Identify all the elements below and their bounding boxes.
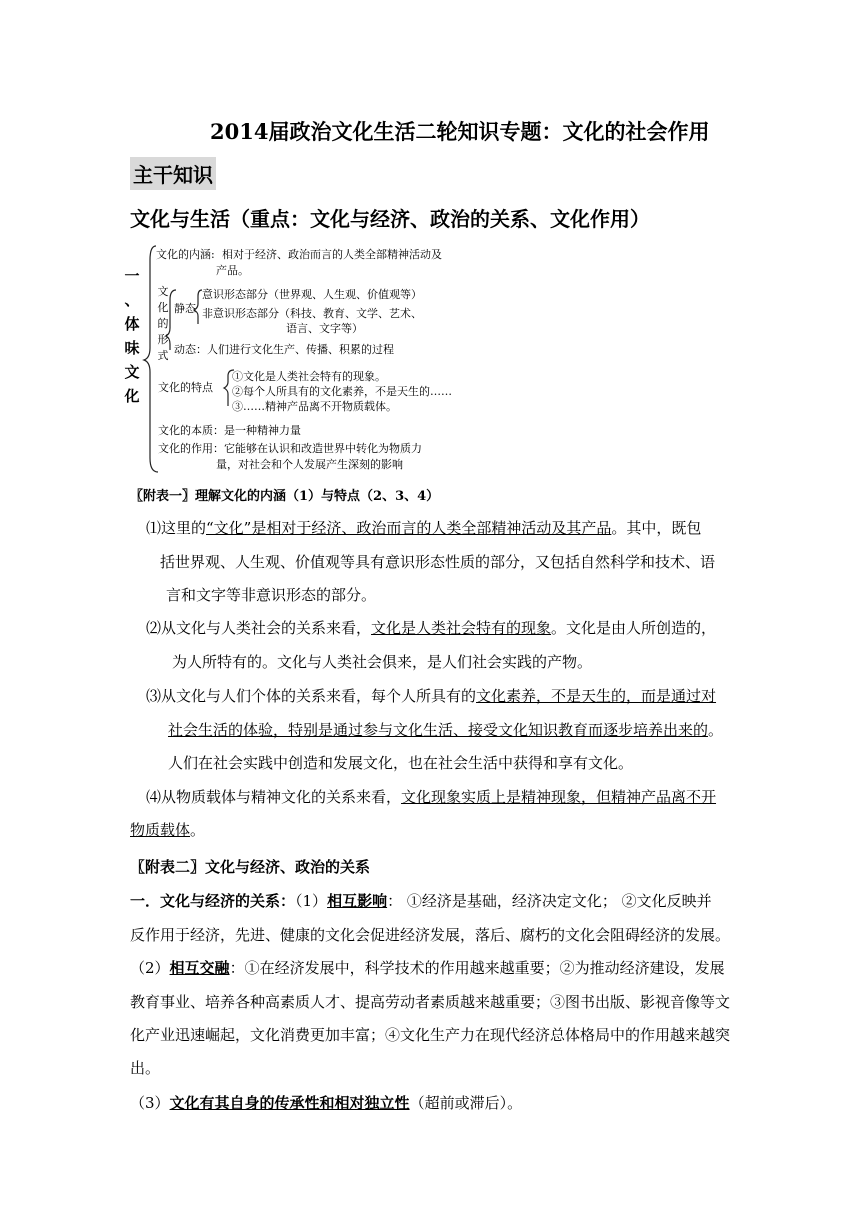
culture-concept-diagram (120, 240, 452, 478)
text-segment: 。文化是由人所创造的， (551, 619, 717, 637)
appendix-2-line-3 (130, 951, 725, 985)
underlined-text: 相互交融 (169, 959, 230, 977)
underlined-text: 相互影响 (327, 892, 388, 910)
text-segment: （超前或滞后）。 (409, 1094, 523, 1112)
text-segment: ：①在经济发展中，科学技术的作用越来越重要；②为推动经济建设，发展 (229, 959, 725, 977)
diagram-root-label (124, 264, 140, 408)
xingshi-label (157, 284, 169, 364)
xingshi-char: 的 (157, 317, 169, 330)
section-badge: 主干知识 (130, 157, 216, 190)
text-segment: （1） (295, 892, 328, 910)
appendix-1-title: 〖附表一〗理解文化的内涵（1）与特点（2、3、4） (130, 489, 440, 504)
zuoyong-text-2: 量，对社会和个人发展产生深刻的影响 (216, 458, 403, 471)
xingshi-char: 式 (157, 349, 169, 362)
page-title: 2014届政治文化生活二轮知识专题：文化的社会作用 (210, 119, 710, 144)
neihan-text-1: 相对于经济、政治而言的人类全部精神活动及 (222, 248, 442, 261)
jingtai-item-2a: 非意识形态部分（科技、教育、文学、艺术、 (202, 307, 422, 320)
text-segment: ⑵从文化与人类社会的关系来看， (146, 619, 372, 637)
underlined-text: 文化现象实质上是精神现象，但精神产品离不开 (401, 788, 717, 806)
jingtai-item-2b: 语言、文字等） (286, 322, 363, 335)
appendix-1-p1-line-3: 言和文字等非意识形态的部分。 (166, 586, 377, 604)
text-segment: 。 (190, 821, 206, 839)
xingshi-char: 化 (157, 301, 169, 314)
dongtai-text: 动态：人们进行文化生产、传播、积累的过程 (174, 343, 394, 356)
appendix-1-p4-line-1 (146, 780, 716, 814)
tedian-item-1: ①文化是人类社会特有的现象。 (232, 370, 386, 383)
underlined-text: 文化是人类社会特有的现象 (371, 619, 552, 637)
tedian-item-3: ③……精神产品离不开物质载体。 (232, 400, 397, 413)
text-segment: ： ①经济是基础，经济决定文化； ②文化反映并 (387, 892, 712, 910)
underlined-text: 物质载体 (130, 821, 191, 839)
root-char: 体 (124, 315, 140, 333)
text-segment: ⑴这里的 (146, 519, 207, 537)
root-char: 文 (124, 363, 140, 381)
appendix-2-line-1 (130, 884, 712, 918)
underlined-text: 社会生活的体验，特别是通过参与文化生活、接受文化知识教育而逐步培养出来的 (168, 721, 709, 739)
appendix-2-title: 〖附表二〗文化与经济、政治的关系 (130, 858, 371, 876)
appendix-2-line-7 (130, 1086, 522, 1120)
text-segment: ⑷从物质载体与精神文化的关系来看， (146, 788, 402, 806)
appendix-2-line-2: 反作用于经济，先进、健康的文化会促进经济发展，落后、腐朽的文化会阻碍经济的发展。 (130, 926, 731, 944)
xingshi-char: 形 (157, 333, 169, 346)
tedian-item-2: ②每个人所具有的文化素养，不是天生的…… (232, 385, 452, 398)
appendix-1-p4-line-2 (130, 813, 205, 847)
appendix-1-p2-line-2: 为人所特有的。文化与人类社会俱来，是人们社会实践的产物。 (172, 653, 593, 671)
neihan-label: 文化的内涵: (156, 248, 215, 261)
text-segment: 。其中，既包 (611, 519, 702, 537)
xingshi-char: 文 (157, 285, 169, 298)
jingtai-item-1: 意识形态部分（世界观、人生观、价值观等） (202, 288, 422, 301)
underlined-text: 文化有其自身的传承性和相对独立性 (169, 1094, 410, 1112)
appendix-1-p3-line-1 (146, 679, 716, 713)
root-char: 一 (124, 267, 140, 285)
jingtai-label: 静态 (174, 302, 196, 315)
text-segment: ⑶从文化与人们个体的关系来看，每个人所具有的 (146, 687, 477, 705)
appendix-1-p3-line-2 (168, 713, 723, 747)
underlined-text: “文化”是相对于经济、政治而言的人类全部精神活动及其产品 (206, 519, 612, 537)
text-segment: （3） (130, 1094, 170, 1112)
neihan-text-2: 产品。 (216, 264, 249, 277)
underlined-text: 文化素养，不是天生的，而是通过对 (476, 687, 717, 705)
zuoyong-label: 文化的作用： (158, 442, 224, 455)
subheading: 文化与生活（重点：文化与经济、政治的关系、文化作用） (130, 207, 650, 231)
bold-text: 一．文化与经济的关系： (130, 892, 296, 910)
benzhi-text: 文化的本质：是一种精神力量 (158, 424, 301, 437)
root-char: 味 (124, 339, 140, 357)
root-char: 化 (124, 387, 140, 405)
text-segment: 。 (708, 721, 724, 739)
appendix-2-line-6: 出。 (130, 1059, 161, 1077)
text-segment: （2） (130, 959, 170, 977)
appendix-1-p1-line-1 (146, 511, 701, 545)
appendix-2-line-4: 教育事业、培养各种高素质人才、提高劳动者素质越来越重要；③图书出版、影视音像等文 (130, 993, 731, 1011)
zuoyong-text-1: 它能够在认识和改造世界中转化为物质力 (224, 442, 422, 455)
appendix-1-p2-line-1 (146, 611, 716, 645)
tedian-label: 文化的特点 (158, 381, 213, 394)
appendix-1-p3-line-3: 人们在社会实践中创造和发展文化，也在社会生活中获得和享有文化。 (168, 754, 634, 772)
appendix-1-p1-line-2: 括世界观、人生观、价值观等具有意识形态性质的部分，又包括自然科学和技术、语 (160, 553, 716, 571)
appendix-2-line-5: 化产业迅速崛起，文化消费更加丰富；④文化生产力在现代经济总体格局中的作用越来越突 (130, 1026, 731, 1044)
root-char: 、 (124, 291, 140, 309)
